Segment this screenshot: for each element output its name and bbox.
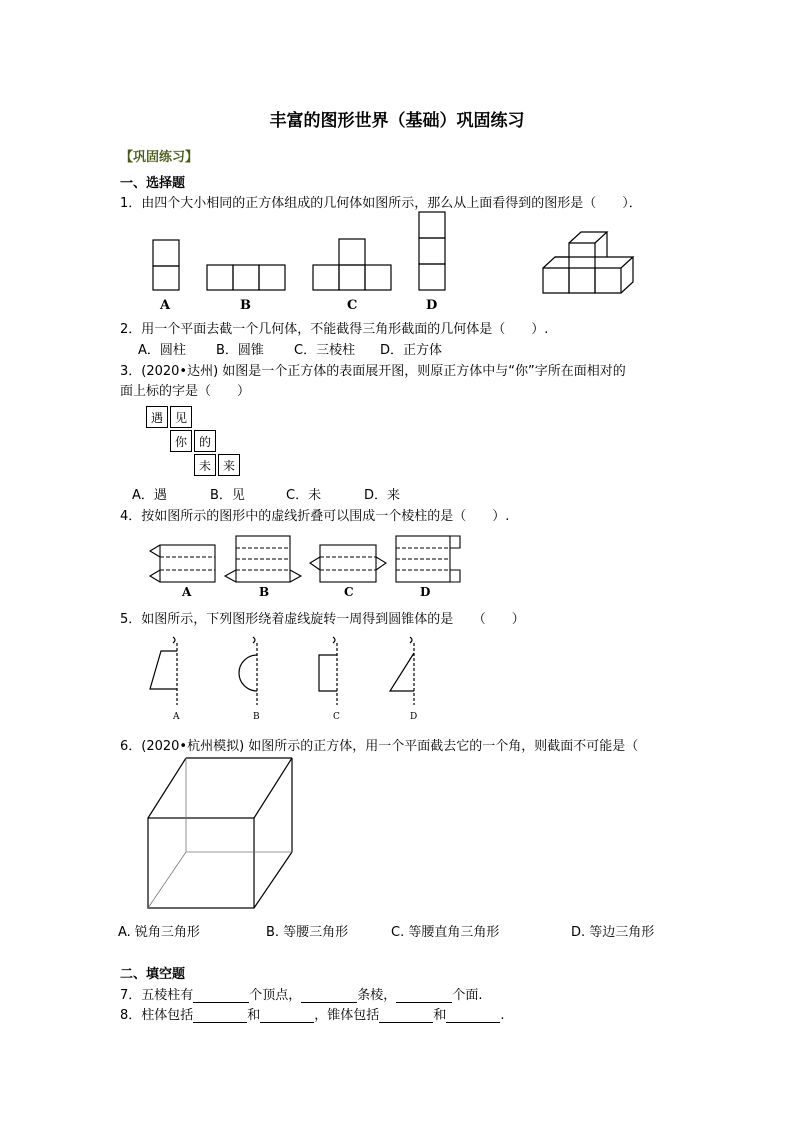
- q6-option-c: C. 等腰直角三角形: [391, 925, 500, 940]
- q8-blank-2[interactable]: [260, 1009, 314, 1023]
- q6-option-b: B. 等腰三角形: [266, 925, 349, 940]
- q2-option-a: A．圆柱: [138, 343, 186, 358]
- q7-blank-faces[interactable]: [396, 989, 452, 1003]
- q8-part-1: 8．柱体包括: [120, 1008, 194, 1023]
- q3-option-d: D．来: [364, 488, 401, 503]
- q8-line: [120, 1004, 504, 1023]
- q1-text: 1．由四个大小相同的正方体组成的几何体如图所示，那么从上面看得到的图形是（ ）．: [120, 196, 642, 211]
- q4-label-c: C: [344, 585, 354, 599]
- q3-text-line1: 3．(2020•达州) 如图是一个正方体的表面展开图，则原正方体中与“你”字所在面相对的: [120, 364, 626, 379]
- part1-heading: 一、选择题: [120, 176, 186, 191]
- net-cell-4: 的: [194, 430, 216, 452]
- q7-part-2: 个顶点，: [249, 988, 302, 1003]
- page-title: 丰富的图形世界（基础）巩固练习: [269, 111, 525, 131]
- q4-text: 4．按如图所示的图形中的虚线折叠可以围成一个棱柱的是（ ）.: [120, 509, 510, 524]
- q5-text: 5．如图所示，下列图形绕着虚线旋转一周得到圆锥体的是 （ ）: [120, 612, 525, 627]
- q7-part-4: 个面.: [452, 988, 483, 1003]
- net-cell-6: 来: [218, 454, 240, 476]
- section-tag: 【巩固练习】: [120, 150, 199, 165]
- q6-text: 6．(2020•杭州模拟) 如图所示的正方体，用一个平面截去它的一个角，则截面不可能是（: [120, 739, 639, 754]
- q4-label-b: B: [259, 585, 270, 599]
- q5-label-a: A: [173, 712, 180, 722]
- q5-label-c: C: [333, 712, 340, 722]
- q8-part-2: 和: [247, 1008, 261, 1023]
- q4-label-a: A: [182, 585, 192, 599]
- q1-label-d: D: [426, 298, 438, 313]
- q8-blank-1[interactable]: [193, 1009, 247, 1023]
- q1-label-a: A: [160, 298, 171, 313]
- q1-label-b: B: [240, 298, 251, 313]
- q1-label-c: C: [347, 298, 358, 313]
- net-cell-1: 遇: [146, 406, 168, 428]
- q3-option-b: B．见: [210, 488, 245, 503]
- q8-part-5: .: [500, 1008, 505, 1023]
- net-cell-3: 你: [170, 430, 192, 452]
- q6-option-a: A. 锐角三角形: [118, 925, 200, 940]
- q8-part-4: 和: [433, 1008, 447, 1023]
- q7-part-1: 7．五棱柱有: [120, 988, 194, 1003]
- part2-heading: 二、填空题: [120, 967, 186, 982]
- q2-option-b: B．圆锥: [216, 343, 264, 358]
- q7-part-3: 条棱，: [357, 988, 397, 1003]
- q8-blank-4[interactable]: [446, 1009, 500, 1023]
- q6-option-d: D. 等边三角形: [571, 925, 655, 940]
- q7-blank-vertices[interactable]: [193, 989, 249, 1003]
- q5-label-b: B: [253, 712, 260, 722]
- q2-option-d: D．正方体: [380, 343, 443, 358]
- q3-text-line2: 面上标的字是（ ）: [120, 384, 251, 399]
- q5-label-d: D: [410, 712, 418, 722]
- q8-blank-3[interactable]: [379, 1009, 433, 1023]
- net-cell-5: 未: [194, 454, 216, 476]
- q8-part-3: ，锥体包括: [314, 1008, 380, 1023]
- q7-line: [120, 984, 482, 1003]
- q3-option-a: A．遇: [132, 488, 167, 503]
- net-cell-2: 见: [170, 406, 192, 428]
- q2-option-c: C．三棱柱: [294, 343, 356, 358]
- q3-option-c: C．未: [286, 488, 322, 503]
- q7-blank-edges[interactable]: [301, 989, 357, 1003]
- q4-label-d: D: [420, 585, 431, 599]
- q2-text: 2．用一个平面去截一个几何体，不能截得三角形截面的几何体是（ ）.: [120, 322, 549, 337]
